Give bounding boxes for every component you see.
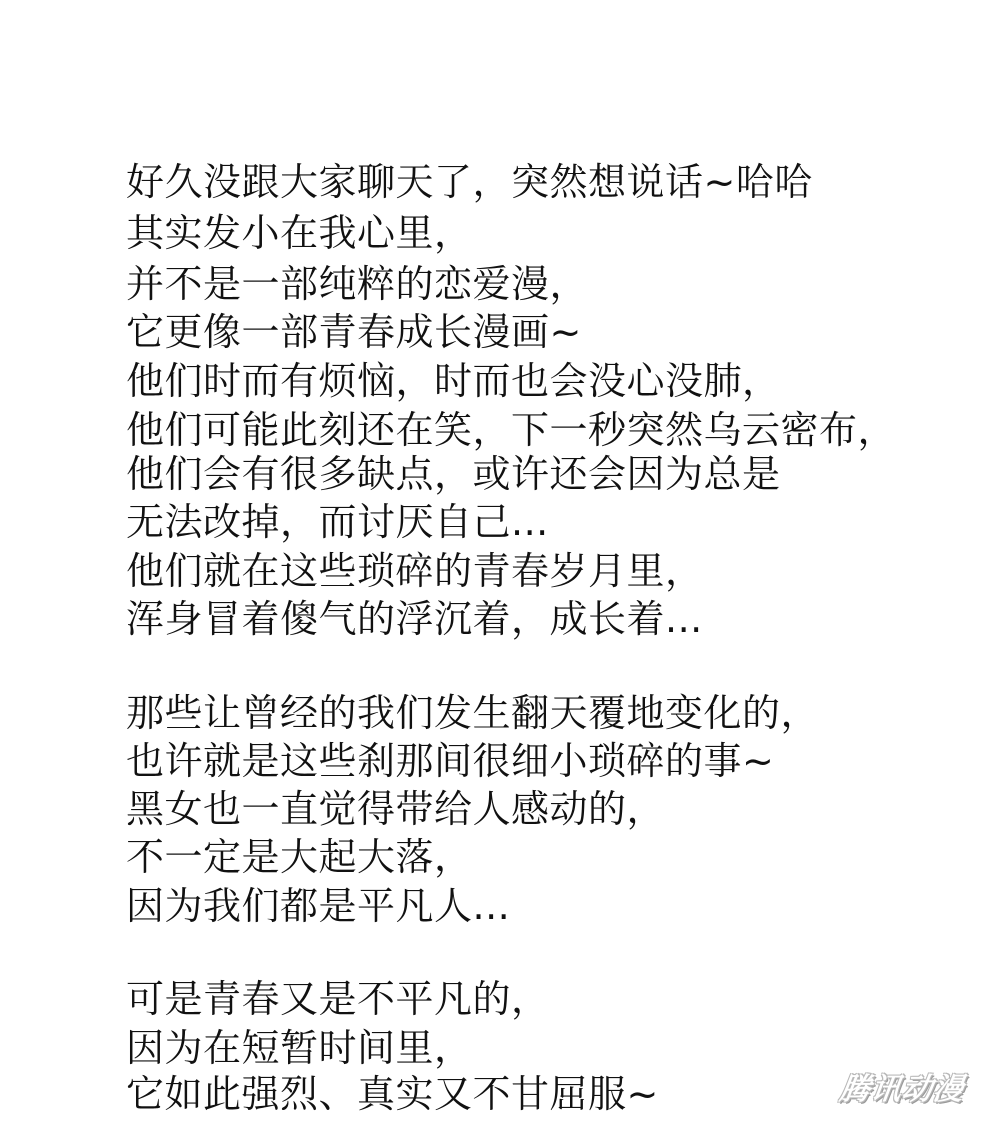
text-line-2: 其实发小在我心里， xyxy=(126,211,473,255)
text-line-9: 他们就在这些琐碎的青春岁月里， xyxy=(126,549,704,593)
text-line-15: 因为我们都是平凡人... xyxy=(126,884,511,928)
text-line-12: 也许就是这些刹那间很细小琐碎的事~ xyxy=(126,739,775,783)
text-line-16: 可是青春又是不平凡的， xyxy=(126,977,550,1021)
text-line-13: 黑女也一直觉得带给人感动的， xyxy=(126,787,666,831)
text-line-17: 因为在短暂时间里， xyxy=(126,1026,473,1070)
text-line-18: 它如此强烈、真实又不甘屈服~ xyxy=(126,1072,659,1116)
text-line-5: 他们时而有烦恼，时而也会没心没肺， xyxy=(126,359,781,403)
text-line-6: 他们可能此刻还在笑，下一秒突然乌云密布， xyxy=(126,408,897,452)
text-line-8: 无法改掉，而讨厌自己... xyxy=(126,500,549,544)
text-line-14: 不一定是大起大落， xyxy=(126,835,473,879)
tencent-comic-watermark: 腾讯动漫 xyxy=(837,1072,967,1107)
text-line-1: 好久没跟大家聊天了，突然想说话~哈哈 xyxy=(126,160,813,204)
text-line-11: 那些让曾经的我们发生翻天覆地变化的， xyxy=(126,691,820,735)
text-line-10: 浑身冒着傻气的浮沉着，成长着... xyxy=(126,597,703,641)
text-line-3: 并不是一部纯粹的恋爱漫， xyxy=(126,262,589,306)
text-line-4: 它更像一部青春成长漫画~ xyxy=(126,310,582,354)
text-line-7: 他们会有很多缺点，或许还会因为总是 xyxy=(126,452,781,496)
